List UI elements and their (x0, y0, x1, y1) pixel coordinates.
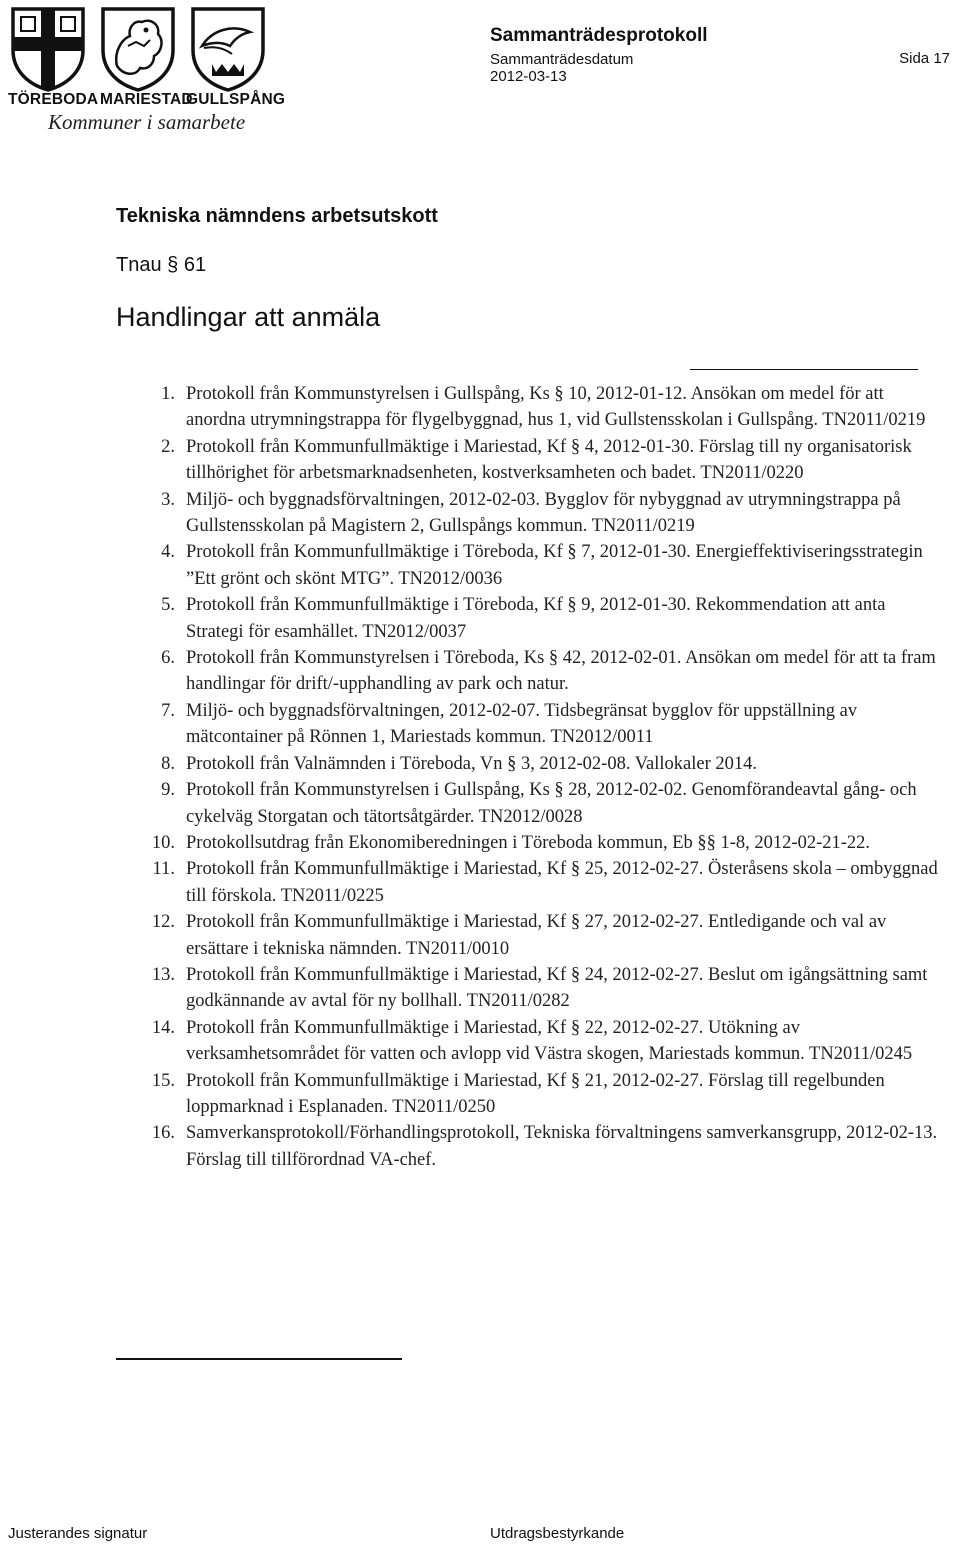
page-title: Handlingar att anmäla (116, 302, 381, 332)
item-text: Protokoll från Kommunfullmäktige i Mariestad, Kf § 25, 2012-02-27. Österåsens skola – ombyggnad till förskola. TN2011/0225 (186, 859, 938, 906)
item-text: Protokoll från Kommunfullmäktige i Mariestad, Kf § 4, 2012-01-30. Förslag till ny organisatorisk tillhörighet för arbetsmarknadsenheten, kostverksamheten och badet. TN2011/0220 (186, 436, 912, 484)
item-number: 8. (161, 753, 175, 774)
list-item (0, 962, 946, 1015)
list-item (0, 645, 946, 698)
list-item (0, 830, 946, 856)
item-text: Samverkansprotokoll/Förhandlingsprotokoll, Tekniska förvaltningens samverkansgrupp, 2012-02-13. Förslag till tillförordnad VA-chef. (186, 1123, 938, 1170)
list-item (0, 777, 946, 830)
item-number: 16. (151, 1123, 175, 1144)
item-text: Protokoll från Kommunfullmäktige i Mariestad, Kf § 22, 2012-02-27. Utökning av verksamhetsområdet för vatten och avlopp vid Västra skogen, Mariestads kommun. TN2011/0245 (186, 1017, 913, 1065)
toreboda-crest-icon (10, 6, 86, 92)
list-item (0, 751, 946, 777)
list-item (0, 909, 946, 962)
item-text: Protokoll från Kommunfullmäktige i Töreboda, Kf § 7, 2012-01-30. Energieffektiviseringsstrategin ”Ett grönt och skönt MTG”. TN2012/0036 (186, 542, 923, 589)
list-item (0, 856, 946, 909)
item-number: 9. (161, 780, 175, 801)
item-number: 15. (151, 1070, 175, 1091)
gullspang-crest-icon (190, 6, 266, 92)
municipality-name: TÖREBODA (8, 91, 99, 108)
item-text: Protokoll från Kommunfullmäktige i Töreboda, Kf § 9, 2012-01-30. Rekommendation att anta Strategi för esamhället. TN2012/0037 (186, 595, 886, 642)
page-number: Sida 17 (899, 50, 950, 67)
paragraph-number: Tnau § 61 (116, 254, 207, 276)
item-text: Protokoll från Kommunstyrelsen i Gullspång, Ks § 10, 2012-01-12. Ansökan om medel för att anordna utrymningstrappa för flygelbyggnad, hus 1, vid Gullstensskolan i Gullspång. TN2011/0219 (186, 384, 926, 431)
list-item (0, 592, 946, 645)
document-type: Sammanträdesprotokoll (490, 25, 708, 46)
item-number: 6. (161, 648, 175, 669)
list-item (0, 487, 946, 540)
item-number: 7. (161, 700, 175, 721)
item-text: Protokoll från Kommunstyrelsen i Töreboda, Ks § 42, 2012-02-01. Ansökan om medel för att ta fram handlingar för drift/-upphandling av park och natur. (186, 648, 936, 695)
item-text: Miljö- och byggnadsförvaltningen, 2012-02-07. Tidsbegränsat bygglov för uppställning av mätcontainer på Rönnen 1, Mariestads kommun. TN2012/0011 (186, 700, 858, 748)
list-item (0, 1068, 946, 1121)
signature-label: Justerandes signatur (8, 1525, 148, 1542)
item-number: 3. (161, 489, 175, 510)
item-text: Protokoll från Kommunfullmäktige i Mariestad, Kf § 21, 2012-02-27. Förslag till regelbunden loppmarknad i Esplanaden. TN2011/0250 (186, 1070, 885, 1117)
logo-slogan: Kommuner i samarbete (48, 110, 246, 134)
municipal-logos (8, 2, 286, 134)
list-item (0, 381, 946, 434)
item-text: Protokoll från Valnämnden i Töreboda, Vn § 3, 2012-02-08. Vallokaler 2014. (186, 753, 758, 774)
meeting-date-label: Sammanträdesdatum (490, 51, 634, 68)
item-text: Protokollsutdrag från Ekonomiberedningen i Töreboda kommun, Eb §§ 1-8, 2012-02-21-22. (186, 832, 871, 853)
item-number: 13. (151, 964, 175, 985)
list-item (0, 434, 946, 487)
signature-line (116, 1358, 402, 1360)
municipality-name: MARIESTAD (100, 91, 193, 108)
item-number: 10. (151, 832, 175, 853)
list-item (0, 1015, 946, 1068)
item-text: Miljö- och byggnadsförvaltningen, 2012-02-03. Bygglov för nybyggnad av utrymningstrappa på Gullstensskolan på Magistern 2, Gullspångs kommun. TN2011/0219 (186, 489, 901, 537)
list-item (0, 698, 946, 751)
item-number: 14. (151, 1017, 175, 1038)
item-number: 2. (161, 436, 175, 457)
committee-name: Tekniska nämndens arbetsutskott (116, 205, 438, 227)
meeting-date: 2012-03-13 (490, 68, 567, 85)
municipality-name: GULLSPÅNG (186, 91, 286, 108)
item-text: Protokoll från Kommunfullmäktige i Mariestad, Kf § 24, 2012-02-27. Beslut om igångsättning samt godkännande av avtal för ny bollhall. TN2011/0282 (186, 964, 928, 1012)
item-number: 4. (161, 542, 175, 563)
list-item (0, 539, 946, 592)
item-text: Protokoll från Kommunstyrelsen i Gullspång, Ks § 28, 2012-02-02. Genomförandeavtal gång- och cykelväg Storgatan och tätortsåtgärder. TN2012/0028 (186, 780, 917, 827)
document-list (0, 381, 960, 1173)
item-number: 5. (161, 595, 175, 616)
certification-label: Utdragsbestyrkande (490, 1525, 625, 1542)
item-text: Protokoll från Kommunfullmäktige i Mariestad, Kf § 27, 2012-02-27. Entledigande och val av ersättare i tekniska nämnden. TN2011/0010 (186, 912, 887, 959)
mariestad-crest-icon (100, 6, 176, 92)
item-number: 11. (152, 859, 175, 880)
list-item (0, 1120, 946, 1173)
divider (690, 369, 918, 370)
item-number: 1. (161, 384, 175, 404)
item-number: 12. (151, 912, 175, 933)
